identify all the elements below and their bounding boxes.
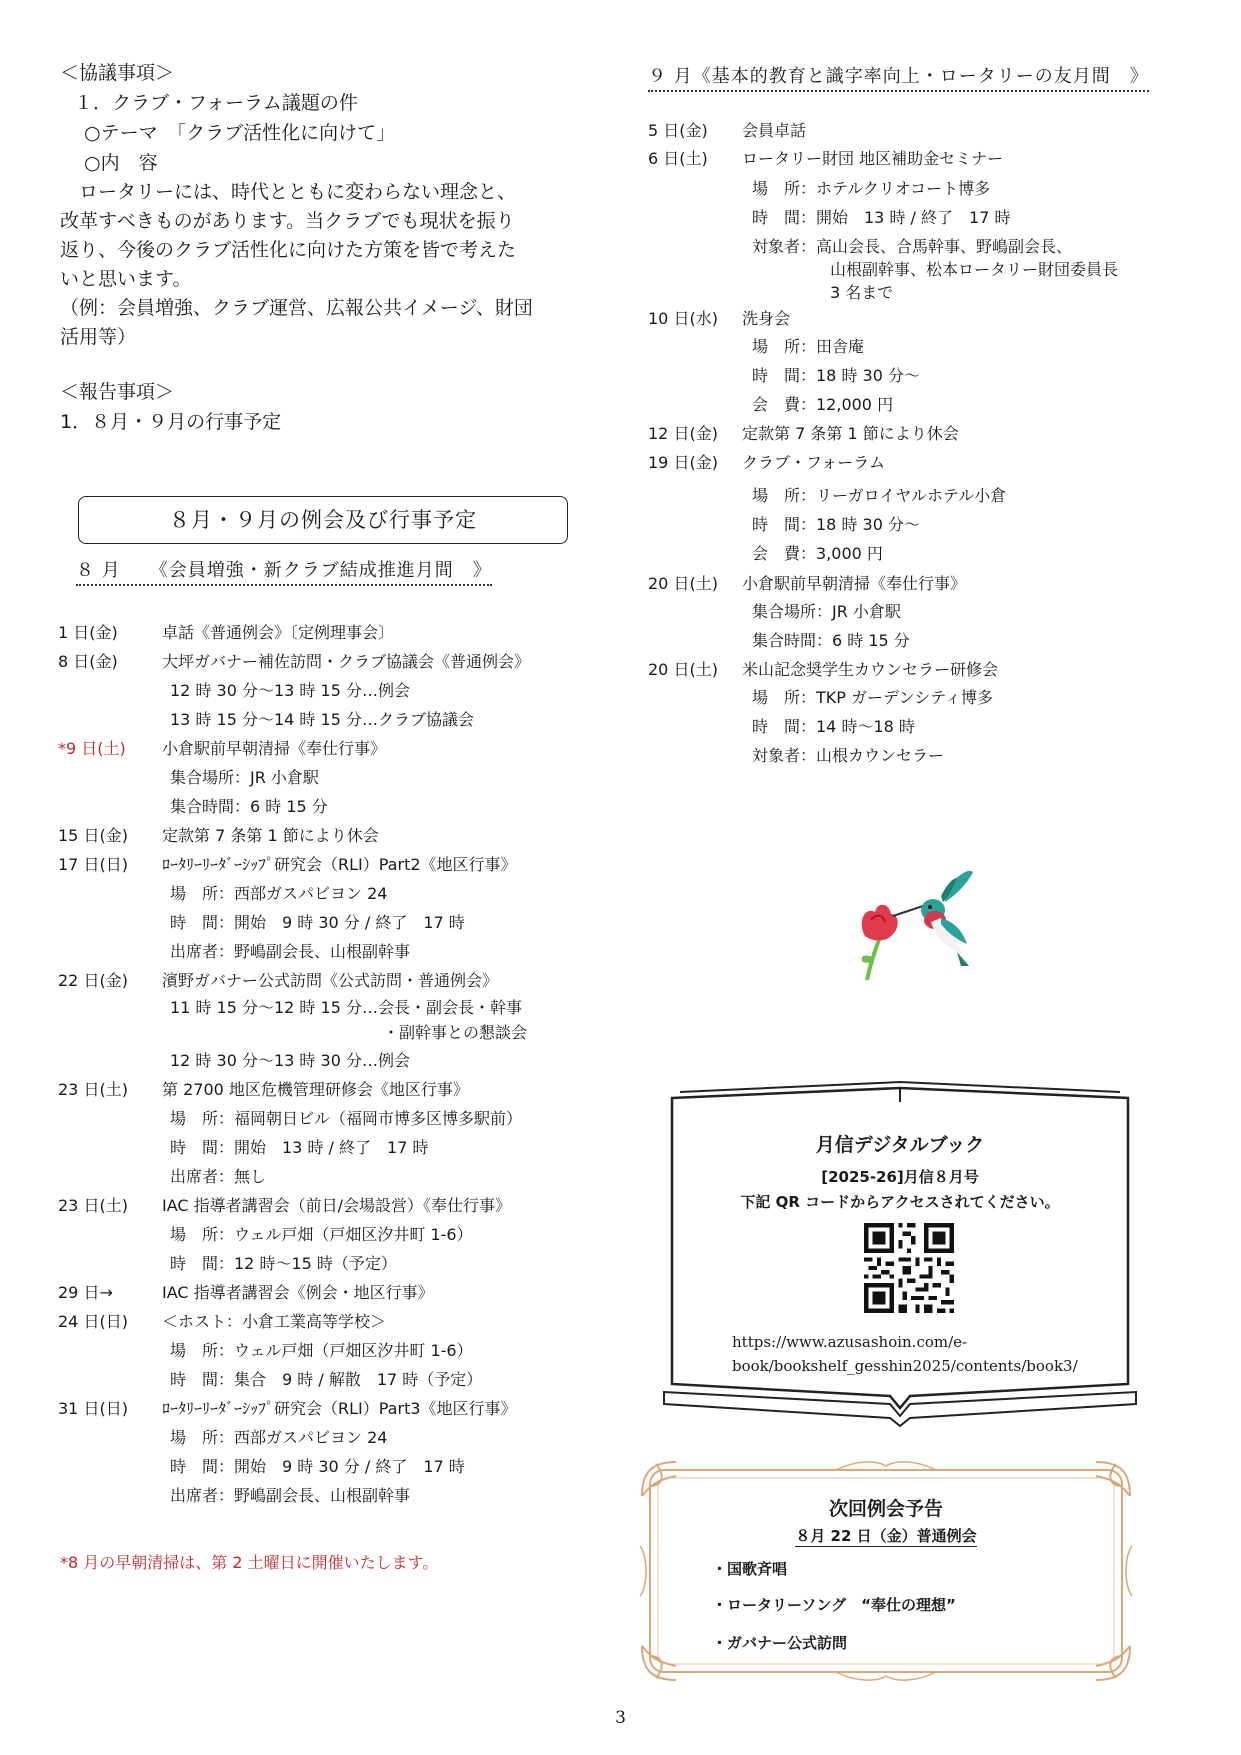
discussion-section	[60, 58, 600, 437]
digital-book-url[interactable]	[732, 1330, 1112, 1378]
hummingbird-illustration	[845, 862, 975, 980]
discussion-body-line: 活用等）	[60, 326, 137, 348]
august-date: *9 日(土)	[58, 739, 126, 758]
september-date: 6 日(土)	[648, 149, 708, 168]
august-date: 23 日(土)	[58, 1196, 128, 1215]
september-event: ロータリー財団 地区補助金セミナー	[742, 149, 1004, 168]
august-detail: 場 所：西部ガスパビヨン 24	[170, 884, 388, 903]
august-date: 15 日(金)	[58, 826, 128, 845]
august-event: ﾛｰﾀﾘｰﾘｰﾀﾞｰｼｯﾌﾟ研究会（RLI）Part2《地区行事》	[162, 855, 517, 874]
august-date: 22 日(金)	[58, 971, 128, 990]
august-detail: 13 時 15 分～14 時 15 分…クラブ協議会	[170, 710, 474, 729]
august-detail: 出席者：無し	[170, 1167, 267, 1186]
digital-book-url-line[interactable]: https://www.azusashoin.com/e-	[732, 1333, 968, 1351]
august-date: 24 日(日)	[58, 1312, 128, 1331]
september-event: 米山記念奨学生カウンセラー研修会	[742, 660, 999, 679]
discussion-body-line: （例：会員増強、クラブ運営、広報公共イメージ、財団	[60, 297, 533, 319]
august-event: 小倉駅前早朝清掃《奉仕行事》	[162, 739, 387, 758]
august-date: 1 日(金)	[58, 623, 118, 642]
august-date: 17 日(日)	[58, 855, 128, 874]
september-detail: 場 所：ホテルクリオコート博多	[752, 179, 991, 198]
august-detail: 場 所：福岡朝日ビル（福岡市博多区博多駅前）	[170, 1109, 523, 1128]
report-heading: ＜報告事項＞	[60, 381, 175, 403]
next-meeting-date: ８月 22 日（金）普通例会	[795, 1527, 977, 1545]
september-heading: ９ 月《基本的教育と識字率向上・ロータリーの友月間 》	[648, 62, 1149, 92]
august-footnote: *8 月の早朝清掃は、第 2 土曜日に開催いたします。	[60, 1553, 439, 1572]
august-heading: ８ 月 《会員増強・新クラブ結成推進月間 》	[76, 556, 492, 586]
september-date: 12 日(金)	[648, 424, 718, 443]
september-event: クラブ・フォーラム	[742, 453, 886, 472]
august-detail: 出席者：野嶋副会長、山根副幹事	[170, 942, 411, 961]
august-detail: 集合時間：6 時 15 分	[170, 797, 328, 816]
september-detail: 集合場所：JR 小倉駅	[752, 602, 901, 621]
september-detail: 時 間：14 時～18 時	[752, 717, 915, 736]
next-meeting-title: 次回例会予告	[828, 1498, 943, 1520]
september-event: 洗身会	[742, 309, 791, 328]
discussion-heading: ＜協議事項＞	[60, 62, 175, 84]
discussion-item-1: １．クラブ・フォーラム議題の件	[74, 92, 358, 114]
digital-book-url-line[interactable]: book/bookshelf_gesshin2025/contents/book3/	[732, 1357, 1078, 1375]
september-date: 10 日(水)	[648, 309, 718, 328]
digital-book-note: 下記 QR コードからアクセスされてください。	[740, 1193, 1060, 1211]
september-detail: 時 間：18 時 30 分～	[752, 515, 920, 534]
september-event: 小倉駅前早朝清掃《奉仕行事》	[742, 574, 967, 593]
august-event: 大坪ガバナー補佐訪問・クラブ協議会《普通例会》	[162, 652, 531, 671]
august-event: IAC 指導者講習会（前日/会場設営）《奉仕行事》	[162, 1196, 512, 1215]
august-detail: 集合場所：JR 小倉駅	[170, 768, 319, 787]
september-detail: 集合時間：6 時 15 分	[752, 631, 910, 650]
august-event: IAC 指導者講習会《例会・地区行事》	[162, 1283, 434, 1302]
august-date: 31 日(日)	[58, 1399, 128, 1418]
september-detail: 山根副幹事、松本ロータリー財団委員長	[830, 260, 1119, 279]
august-date: 29 日→	[58, 1283, 113, 1302]
august-event: ﾛｰﾀﾘｰﾘｰﾀﾞｰｼｯﾌﾟ研究会（RLI）Part3《地区行事》	[162, 1399, 517, 1418]
august-event: ＜ホスト：小倉工業高等学校＞	[162, 1312, 387, 1331]
august-detail: 時 間：開始 13 時 / 終了 17 時	[170, 1138, 429, 1157]
august-event: 第 2700 地区危機管理研修会《地区行事》	[162, 1080, 469, 1099]
digital-book-issue: [2025-26]月信８月号	[821, 1168, 979, 1186]
september-detail: 時 間：18 時 30 分～	[752, 366, 920, 385]
september-detail: 対象者：山根カウンセラー	[752, 746, 945, 765]
august-detail: 12 時 30 分～13 時 15 分…例会	[170, 681, 410, 700]
august-detail: 出席者：野嶋副会長、山根副幹事	[170, 1486, 411, 1505]
september-detail: 場 所：TKP ガーデンシティ博多	[752, 688, 994, 707]
august-detail: 時 間：開始 9 時 30 分 / 終了 17 時	[170, 1457, 465, 1476]
september-detail: 場 所：リーガロイヤルホテル小倉	[752, 486, 1007, 505]
august-detail: 場 所：西部ガスパビヨン 24	[170, 1428, 388, 1447]
september-date: 5 日(金)	[648, 121, 708, 140]
next-meeting-item: ・ロータリーソング “奉仕の理想”	[712, 1596, 956, 1614]
september-detail: 時 間：開始 13 時 / 終了 17 時	[752, 208, 1011, 227]
august-detail: 場 所：ウェル戸畑（戸畑区汐井町 1-6）	[170, 1341, 473, 1360]
september-date: 20 日(土)	[648, 660, 718, 679]
august-detail: 12 時 30 分～13 時 30 分…例会	[170, 1051, 410, 1070]
schedule-title: ８月・９月の例会及び行事予定	[169, 508, 477, 532]
qr-code-icon[interactable]	[864, 1223, 954, 1313]
september-event: 定款第 7 条第 1 節により休会	[742, 424, 959, 443]
august-event: 卓話《普通例会》〔定例理事会〕	[162, 623, 395, 642]
august-date: 8 日(金)	[58, 652, 118, 671]
discussion-content-label: ○内 容	[84, 152, 158, 174]
september-date: 20 日(土)	[648, 574, 718, 593]
discussion-theme: ○テーマ 「クラブ活性化に向けて」	[84, 122, 396, 144]
digital-book-title: 月信デジタルブック	[815, 1134, 985, 1156]
august-date: 23 日(土)	[58, 1080, 128, 1099]
next-meeting-item: ・国歌斉唱	[712, 1560, 788, 1578]
september-detail: 会 費：12,000 円	[752, 395, 894, 414]
august-detail: 11 時 15 分～12 時 15 分…会長・副会長・幹事	[170, 998, 522, 1017]
september-date: 19 日(金)	[648, 453, 718, 472]
next-meeting-date-wrap	[636, 1525, 1136, 1546]
august-detail: ・副幹事との懇談会	[383, 1023, 528, 1042]
august-event: 定款第 7 条第 1 節により休会	[162, 826, 379, 845]
september-detail: 場 所：田舎庵	[752, 337, 865, 356]
august-detail: 時 間：12 時～15 時（予定）	[170, 1254, 397, 1273]
august-event: 濱野ガバナー公式訪問《公式訪問・普通例会》	[162, 971, 499, 990]
discussion-body-line: 改革すべきものがあります。当クラブでも現状を振り	[60, 210, 515, 232]
september-detail: 3 名まで	[830, 283, 894, 302]
september-detail: 対象者：高山会長、合馬幹事、野嶋副会長、	[752, 237, 1073, 256]
august-detail: 時 間：開始 9 時 30 分 / 終了 17 時	[170, 913, 465, 932]
august-detail: 時 間：集合 9 時 / 解散 17 時（予定）	[170, 1370, 483, 1389]
discussion-body-line: 返り、今後のクラブ活性化に向けた方策を皆で考えた	[60, 239, 517, 261]
page-number: 3	[615, 1708, 626, 1728]
report-item-1: 1．８月・９月の行事予定	[60, 411, 282, 433]
discussion-body-line: いと思います。	[60, 268, 192, 290]
next-meeting-item: ・ガバナー公式訪問	[712, 1634, 848, 1652]
august-detail: 場 所：ウェル戸畑（戸畑区汐井町 1-6）	[170, 1225, 473, 1244]
september-event: 会員卓話	[742, 121, 807, 140]
ornamental-frame	[636, 1456, 1136, 1686]
discussion-body-line: ロータリーには、時代とともに変わらない理念と、	[60, 181, 517, 203]
september-detail: 会 費：3,000 円	[752, 544, 883, 563]
